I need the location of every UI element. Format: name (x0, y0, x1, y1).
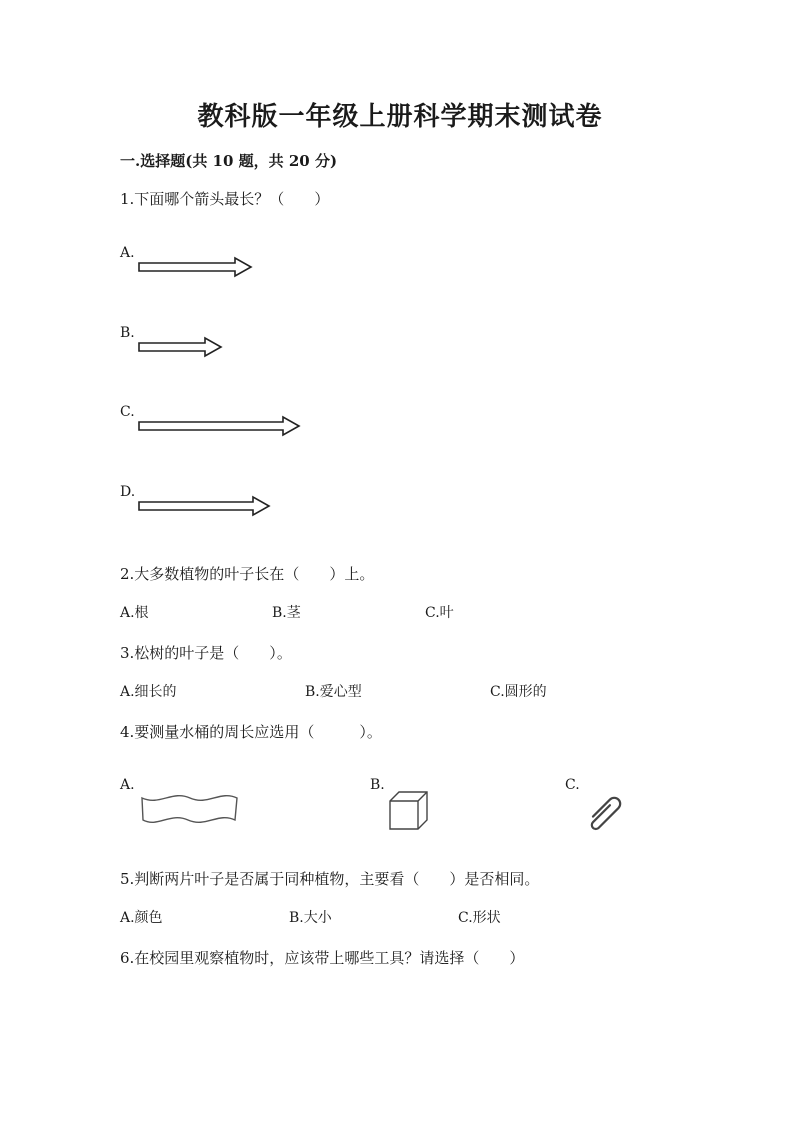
arrow-icon (138, 335, 228, 359)
q3-option-a[interactable]: A.细长的 (120, 684, 177, 700)
arrow-icon (138, 414, 306, 438)
q1-option-d-label[interactable]: D. (120, 484, 136, 500)
q3-option-b[interactable]: B.爱心型 (305, 684, 362, 700)
q1-option-c-label[interactable]: C. (120, 404, 135, 420)
q4-option-c-label[interactable]: C. (565, 777, 580, 793)
q1-option-a-label[interactable]: A. (120, 245, 135, 261)
paperclip-icon (582, 790, 628, 836)
arrow-icon (138, 494, 276, 518)
question-6: 6.在校园里观察植物时，应该带上哪些工具？请选择（ ） (120, 949, 525, 967)
q5-option-c[interactable]: C.形状 (458, 910, 501, 926)
question-5: 5.判断两片叶子是否属于同种植物，主要看（ ）是否相同。 (120, 870, 540, 888)
cube-icon (387, 789, 431, 833)
wavy-ribbon-icon (140, 792, 240, 826)
q2-option-b[interactable]: B.茎 (272, 605, 301, 621)
q3-option-c[interactable]: C.圆形的 (490, 684, 547, 700)
page-title: 教科版一年级上册科学期末测试卷 (197, 102, 603, 132)
question-3: 3.松树的叶子是（ ）。 (120, 644, 292, 662)
q2-option-c[interactable]: C.叶 (425, 605, 454, 621)
question-2: 2.大多数植物的叶子长在（ ）上。 (120, 565, 375, 583)
q1-option-b-label[interactable]: B. (120, 325, 135, 341)
q4-option-b-label[interactable]: B. (370, 777, 385, 793)
q4-option-a-label[interactable]: A. (120, 777, 135, 793)
question-4: 4.要测量水桶的周长应选用（ ）。 (120, 723, 382, 741)
q5-option-a[interactable]: A.颜色 (120, 910, 163, 926)
q5-option-b[interactable]: B.大小 (289, 910, 332, 926)
arrow-icon (138, 255, 258, 279)
question-1: 1.下面哪个箭头最长？（ ） (120, 190, 330, 208)
section-heading: 一.选择题(共 10 题，共 20 分) (120, 152, 338, 170)
q2-option-a[interactable]: A.根 (120, 605, 149, 621)
